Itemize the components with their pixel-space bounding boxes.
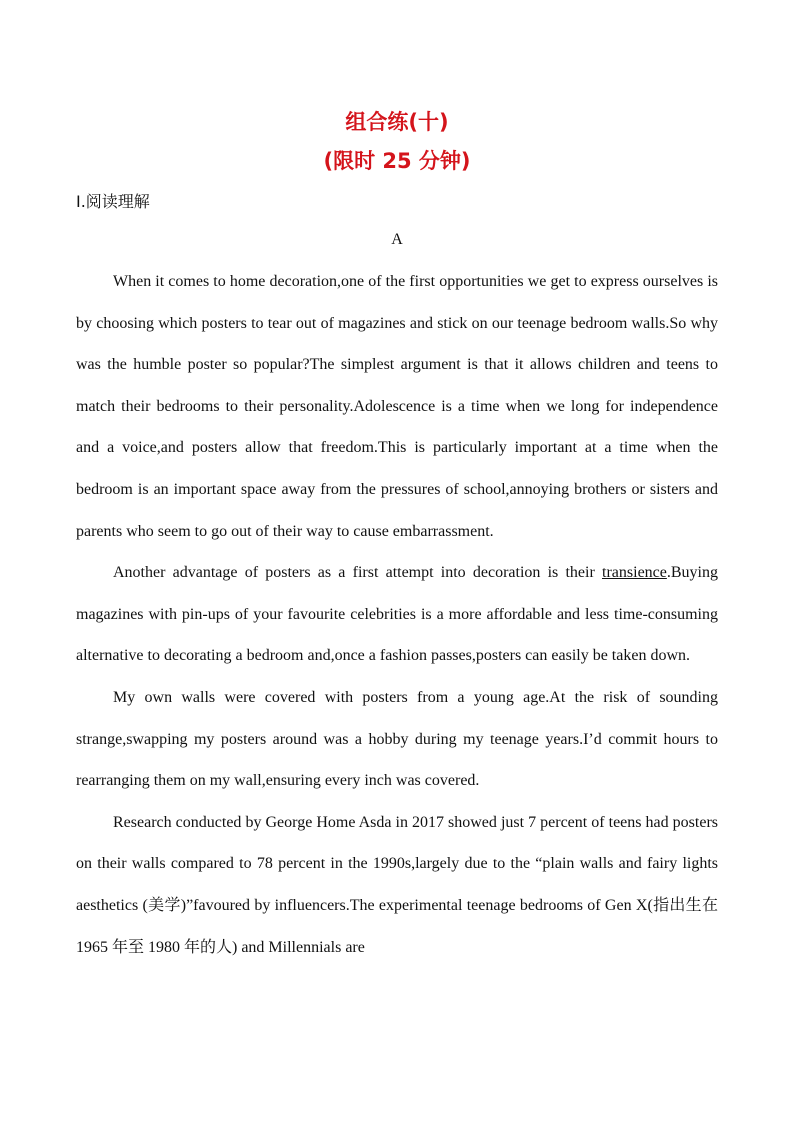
paragraph-2 xyxy=(76,552,718,677)
time-limit-subtitle: (限时 25 分钟) xyxy=(323,149,471,173)
paragraph-2-rest: .Buying magazines with pin-ups of your favourite celebrities is a more affordable and less time-consuming alternative to decorating a bedroom and,once a fashion passes,posters can easily be taken down. xyxy=(76,564,718,665)
paragraph-4: Research conducted by George Home Asda in 2017 showed just 7 percent of teens had posters on their walls compared to 78 percent in the 1990s,largely due to the “plain walls and fairy lights aesthetics (美学)”favoured by influencers.The experimental teenage bedrooms of Gen X(指出生在 1965 年至 1980 年的人) and Millennials are xyxy=(76,813,718,956)
page-title: 组合练(十) xyxy=(345,110,449,134)
paragraph-2-start: Another advantage of posters as a first attempt into decoration is their xyxy=(113,564,603,582)
paragraph-3: My own walls were covered with posters from a young age.At the risk of sounding strange,swapping my posters around was a hobby during my teenage years.I’d commit hours to rearranging them on my wall,ensuring every inch was covered. xyxy=(76,688,718,790)
passage-body xyxy=(76,261,718,968)
passage-label: A xyxy=(391,231,403,248)
section-heading: Ⅰ.阅读理解 xyxy=(76,192,150,211)
paragraph-1: When it comes to home decoration,one of the first opportunities we get to express ourselves is by choosing which posters to tear out of magazines and stick on our teenage bedroom walls.So why was the humble poster so popular?The simplest argument is that it allows children and teens to match their bedrooms to their personality.Adolescence is a time when we long for independence and a voice,and posters allow that freedom.This is particularly important at a time when the bedroom is an important space away from the pressures of school,annoying brothers or sisters and parents who seem to go out of their way to cause embarrassment. xyxy=(76,273,718,540)
underlined-word: transience xyxy=(602,564,667,582)
